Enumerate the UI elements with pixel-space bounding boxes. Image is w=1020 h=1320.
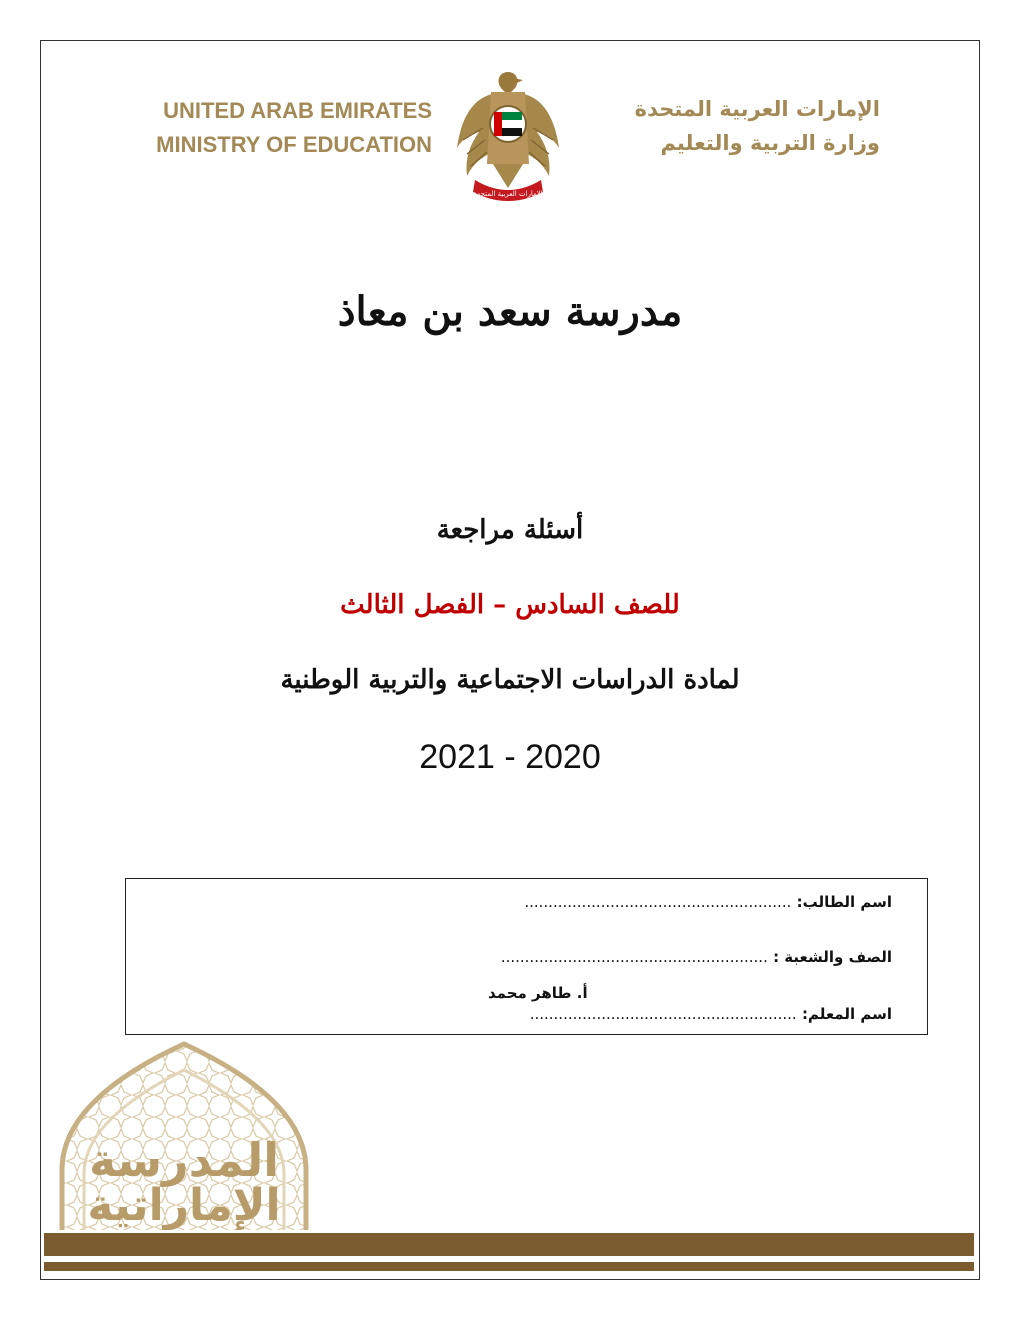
student-name-row <box>332 893 892 911</box>
academic-year: 2021 - 2020 <box>419 738 601 776</box>
grade-term: للصف السادس – الفصل الثالث <box>340 590 680 620</box>
class-section-label: الصف والشعبة : <box>773 948 892 966</box>
teacher-field[interactable]: ........................................................ <box>529 1005 797 1023</box>
emblem-ribbon-text: الإمارات العربية المتحدة <box>473 190 543 198</box>
teacher-label: اسم المعلم: <box>801 1005 892 1023</box>
header-en-line2: MINISTRY OF EDUCATION <box>156 132 432 157</box>
uae-emblem-icon <box>453 68 563 210</box>
school-name: مدرسة سعد بن معاذ <box>337 288 683 335</box>
student-name-field[interactable]: ........................................................ <box>524 893 792 911</box>
ministry-header-english <box>132 94 432 162</box>
logo-text-line1: المدرسة <box>88 1133 280 1187</box>
teacher-row <box>332 1005 892 1023</box>
ministry-header-arabic <box>580 92 880 160</box>
footer-band-thick <box>44 1233 974 1256</box>
emirati-school-logo-icon <box>44 1040 324 1230</box>
class-section-field[interactable]: ........................................................ <box>500 948 768 966</box>
class-section-row <box>332 948 892 966</box>
header-en-line1: UNITED ARAB EMIRATES <box>163 98 432 123</box>
subject-title: لمادة الدراسات الاجتماعية والتربية الوطنية <box>280 665 740 695</box>
footer-band-thin <box>44 1262 974 1271</box>
review-title: أسئلة مراجعة <box>436 515 584 545</box>
logo-text-line2: الإماراتية <box>87 1180 281 1230</box>
teacher-name: أ. طاهر محمد <box>488 984 588 1002</box>
student-name-label: اسم الطالب: <box>796 893 892 911</box>
header-ar-line1: الإمارات العربية المتحدة <box>634 97 880 121</box>
header-ar-line2: وزارة التربية والتعليم <box>660 131 880 155</box>
